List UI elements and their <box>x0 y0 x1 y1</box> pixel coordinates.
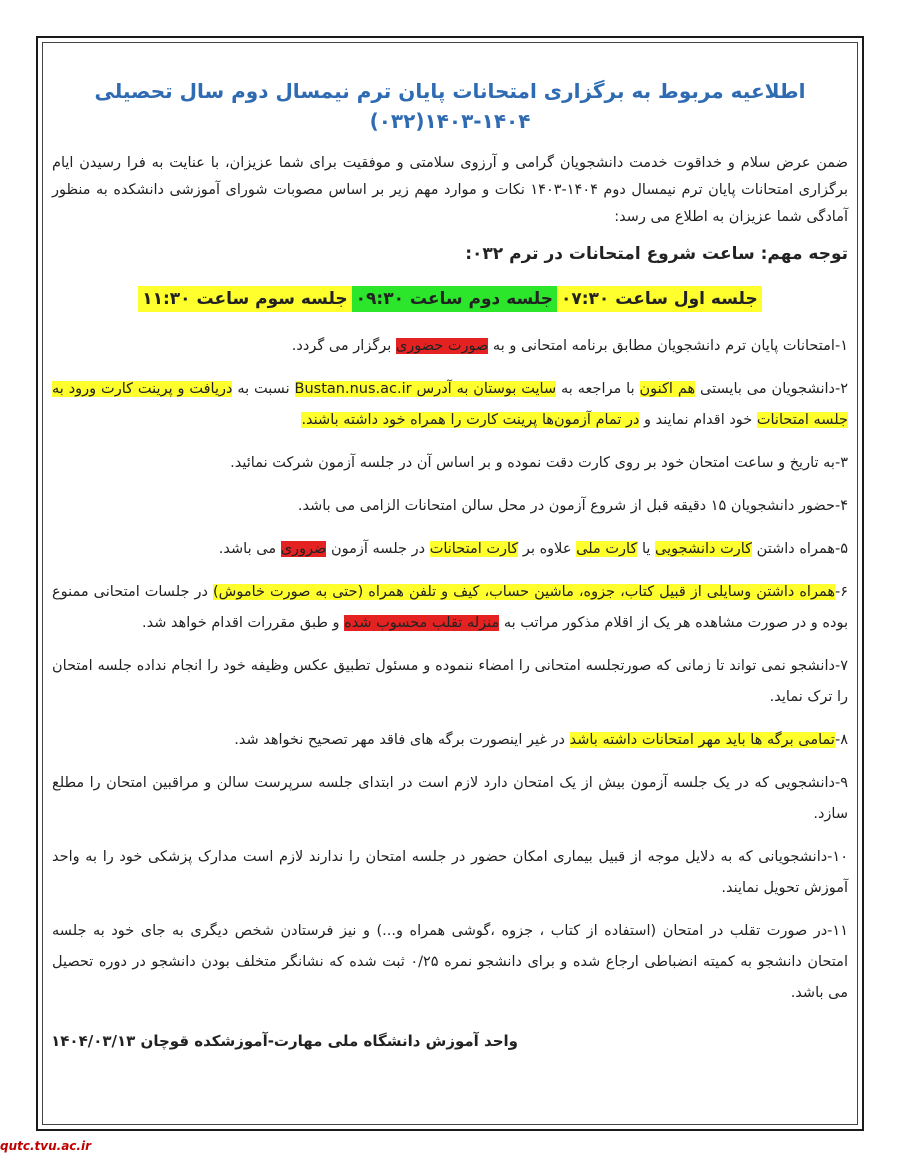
item-3: ۳-به تاریخ و ساعت امتحان خود بر روی کارت دقت نموده و بر اساس آن در جلسه آزمون شرکت نمائید. <box>230 455 848 471</box>
announcement <box>52 70 848 1055</box>
session-third: جلسه سوم ساعت ۱۱:۳۰ <box>138 286 351 312</box>
item-5: ۵-همراه داشتن کارت دانشجویی یا کارت ملی علاوه بر کارت امتحانات در جلسه آزمون ضروری می باشد. <box>218 541 848 557</box>
item-1: ۱-امتحانات پایان ترم دانشجویان مطابق برنامه امتحانی و به صورت حضوری برگزار می گردد. <box>291 338 848 354</box>
item-10: ۱۰-دانشجویانی که به دلایل موجه از قبیل بیماری امکان حضور در جلسه امتحان را ندارند لازم است مدارک پزشکی خود را به واحد آموزش تحویل نمایند. <box>52 849 848 896</box>
intro-paragraph: ضمن عرض سلام و خداقوت خدمت دانشجویان گرامی و آرزوی سلامتی و موفقیت برای شما عزیزان، با عنایت به فرا رسیدن ایام برگزاری امتحانات پایان ترم نیمسال دوم ۱۴۰۴-۱۴۰۳ نکات و موارد مهم زیر بر اساس مصوبات شورای آموزشی دانشکده به منظور آمادگی شما عزیزان به اطلاع می رسد: <box>52 155 849 225</box>
session-times <box>52 283 848 315</box>
item-8: ۸-تمامی برگه ها باید مهر امتحانات داشته باشد در غیر اینصورت برگه های فاقد مهر تصحیح نخواهد شد. <box>234 732 848 748</box>
item-4: ۴-حضور دانشجویان ۱۵ دقیقه قبل از شروع آزمون در محل سالن امتحانات الزامی می باشد. <box>297 498 848 514</box>
notice-heading: توجه مهم: ساعت شروع امتحانات در ترم ۰۳۲: <box>465 244 848 264</box>
item-11: ۱۱-در صورت تقلب در امتحان (استفاده از کتاب ، جزوه ،گوشی همراه و...) و نیز فرستادن شخص دیگری به جای خود به جلسه امتحان دانشجو به کمیته انضباطی ارجاع شده و برای دانشجو نمره ۰/۲۵ ثبت شده که نشانگر متخلف بودن دانشجو در دوره تحصیل می باشد. <box>52 923 848 1001</box>
item-6: ۶-همراه داشتن وسایلی از قبیل کتاب، جزوه، ماشین حساب، کیف و تلفن همراه (حتی به صورت خاموش) در جلسات امتحانی ممنوع بوده و در صورت مشاهده هر یک از اقلام مذکور مراتب به منزله تقلب محسوب شده و طبق مقررات اقدام خواهد شد. <box>52 584 849 631</box>
session-first: جلسه اول ساعت ۰۷:۳۰ <box>557 286 762 312</box>
item-2: ۲-دانشجویان می بایستی هم اکنون با مراجعه به سایت بوستان به آدرس Bustan.nus.ac.ir نسبت به دریافت و پرینت کارت ورود به جلسه امتحانات خود اقدام نمایند و در تمام آزمون‌ها پرینت کارت را همراه خود داشته باشند. <box>52 381 848 428</box>
page-title: اطلاعیه مربوط به برگزاری امتحانات پایان ترم نیمسال دوم سال تحصیلی ۱۴۰۴-۱۴۰۳(۰۳۲) <box>94 79 806 133</box>
signature: واحد آموزش دانشگاه ملی مهارت-آموزشکده قوچان ۱۴۰۴/۰۳/۱۳ <box>51 1032 518 1050</box>
item-9: ۹-دانشجویی که در یک جلسه آزمون بیش از یک امتحان دارد لازم است در ابتدای جلسه سرپرست سالن و مراقبین امتحان را مطلع سازد. <box>52 775 848 822</box>
session-second: جلسه دوم ساعت ۰۹:۳۰ <box>352 286 557 312</box>
site-watermark: qutc.tvu.ac.ir <box>0 1133 82 1159</box>
item-7: ۷-دانشجو نمی تواند تا زمانی که صورتجلسه امتحانی را امضاء ننموده و مسئول تطبیق عکس وظیفه خود را انجام نداده جلسه امتحان را ترک نماید. <box>52 658 848 705</box>
